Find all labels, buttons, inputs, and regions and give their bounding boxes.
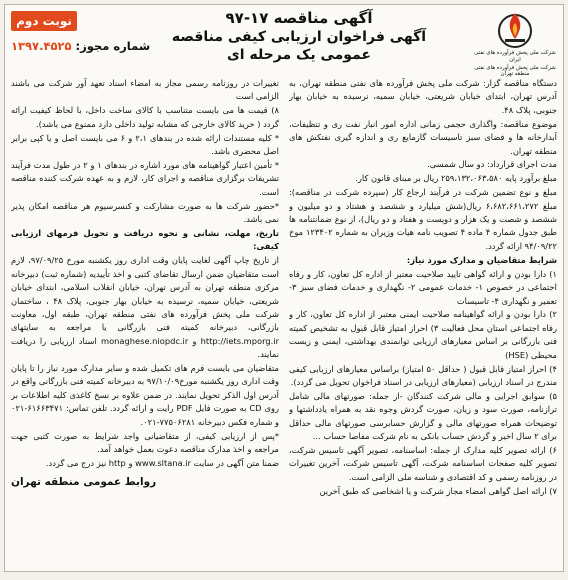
paragraph: ۲) دارا بودن و ارائه گواهینامه صلاحیت ایمنی معتبر از اداره کل تعاون، کار و رفاه اجتماعی استان محل فعالیت ۳) احراز امتیاز قابل قبول به تشخیص کمیته فنی بازرگانی بر اساس معیارهای ارزیابی توانمندی بهداشتی، ایمنی و زیست محیطی (HSE) [289, 309, 557, 360]
paragraph: ۶) ارائه تصویر کلیه مدارک از جمله: اساسنامه، تصویر آگهی تاسیس شرکت، تصویر کلیه صفحات اساسنامه شرکت، آگهی تاسیس شرکت، آخرین تغییرات در روزنامه رسمی و کد اقتصادی و شناسه ملی الزامی است. [289, 444, 557, 482]
permit-value: ۱۳۹۷.۴۵۲۵ [11, 39, 72, 53]
paragraph: ۴) احراز امتیاز قابل قبول ( حداقل ۵۰ امتیاز) براساس معیارهای ارزیابی کیفی مندرج در اسناد ارزیابی (معیارهای ارزیابی در اسناد فراخوان تحویل می گردد). [289, 363, 557, 387]
tender-subtitle: آگهی فراخوان ارزیابی کیفی مناقصه عمومی یک مرحله ای [171, 29, 427, 63]
logo-caption-1: شرکت ملی پخش فرآورده های نفتی ایران [474, 50, 556, 63]
signature: روابط عمومی منطقه تهران [11, 476, 157, 489]
paragraph: ۸) قیمت ها می بایست متناسب با کالای ساخت داخل، با لحاظ کیفیت ارائه گردد ( خرید کالای خارجی که مشابه تولید داخلی دارد ممنوع می باشد). [11, 105, 279, 129]
paragraph: ۵) سوابق اجرایی و مالی شرکت کنندگان -از جمله: صورتهای مالی شامل ترازنامه، صورت سود و زیان، صورت گردش وجوه نقد به همراه یادداشتها و توضیحات همراه صورتهای مالی و گزارش حسابرسی صورتهای مالی حداقل برای ۲ سال اخیر و گردش حساب بانکی به نام شرکت مفاصا حساب ... [289, 390, 557, 442]
permit-number [11, 39, 161, 53]
company-logo [473, 9, 557, 78]
body-columns [11, 77, 557, 567]
notice-header [5, 5, 563, 78]
round-badge: نوبت دوم [11, 11, 77, 31]
paragraph: * تأمین اعتبار گواهینامه های مورد اشاره در بندهای ۱ و ۲ در طول مدت فرآیند تشریفات برگزاری مناقصه و اجرای کار، لازم و به عهده شرکت کننده مناقصه است. [11, 159, 279, 197]
flame-logo-icon [495, 9, 535, 49]
paragraph: از تاریخ چاپ آگهی لغایت پایان وقت اداری روز یکشنبه مورخ ۹۷/۰۹/۲۵، لازم است متقاضیان ضمن ارسال تقاضای کتبی و اخذ تأییدیه (شماره ثبت) دبیرخانه مرکزی منطقه تهران به آدرس تهران، خیابان انقلاب اسلامی، ابتدای خیابان شریعتی، خیابان سمیه، نرسیده به خیابان بهار جنوبی، پلاک ۴۸ ، ساختمان شرکت ملی پخش فرآورده های نفتی منطقه تهران، طبقه اول، معاونت بازرگانی، دبیرخانه کمیته فنی بازرگانی یا مراجعه به سایتهای http://iets.mporg.ir و monaghese.niopdc.ir اسناد ارزیابی را دریافت نمایند. [11, 255, 279, 360]
paragraph: مدت اجرای قرارداد: دو سال شمسی. [427, 159, 557, 170]
paragraph: متقاضیان می بایست فرم های تکمیل شده و سایر مدارک مورد نیاز را تا پایان وقت اداری روز یکشنبه مورخ۹۷/۱۰/۰۹ به دبیرخانه کمیته فنی بازرگانی واقع در آدرس اول الذکر تحویل نمایند. در ضمن علاوه بر نسخ کاغذی کلیه اطلاعات بر روی CD به صورت فایل PDF رایت و ارائه گردد. تلفن تماس: ۶۱۶۶۳۴۷۱-۰۲۱ و شماره فکس دبیرخانه ۷۷۵۰۶۲۸۱-۰۲۱. [11, 363, 279, 427]
section-heading: تاریخ، مهلت، نشانی و نحوه دریافت و تحویل فرمهای ارزیابی کیفی: [11, 227, 279, 252]
paragraph: ۱) دارا بودن و ارائه گواهی تایید صلاحیت معتبر از اداره کل تعاون، کار و رفاه اجتماعی در خصوص ۱- خدمات عمومی ۲- نگهداری و خدمات فضای سبز ۳- تعمیر و نگهداری ۴- تاسیسات [289, 268, 557, 306]
newspaper-notice [4, 4, 564, 572]
logo-caption-2: شرکت ملی پخش فرآورده های نفتی منطقه تهران [474, 64, 556, 78]
paragraph: *حضور شرکت ها به صورت مشارکت و کنسرسیوم هر مناقصه امکان پذیر نمی باشد. [11, 200, 279, 225]
section-heading: شرایط متقاضیان و مدارک مورد نیاز: [406, 254, 557, 265]
tender-title: آگهی مناقصه ۱۷-۹۷ [225, 9, 373, 27]
paragraph: تغییرات در روزنامه رسمی مجاز به امضاء اسناد تعهد آور شرکت می باشند الزامی است [11, 78, 279, 102]
paragraph: مبلغ و نوع تضمین شرکت در فرآیند ارجاع کار (سپرده شرکت در مناقصه): مبلغ ۶،۶۸۲،۶۶۱،۲۷۲ ریال(شش میلیارد و ششصد و هشتاد و دو میلیون و ششصد و شصت و یک هزار و دویست و هفتاد و دو ریال)، از نوع ضمانتنامه ها طبق جدول شماره ۴ ماده ۴ تصویب نامه هیات وزیران به شماره ۱۲۳۴۰۲ موخ ۹۴/۰۹/۲۲ ارائه گردد. [289, 187, 557, 251]
paragraph: * کلیه مستندات ارائه شده در بندهای ۲،۱ و ۶ می بایست اصل و یا کپی برابر اصل محضری باشد. [11, 132, 279, 157]
paragraph: موضوع مناقصه: واگذاری حجمی زمانی اداره امور انبار نفت ری و تنظیفات، آبدارخانه ها و فضای سبز تاسیسات گازمایع ری و اندازه گیری نفتکش های منطقه تهران. [289, 118, 557, 156]
paragraph: ضمنا متن آگهی در سایت www.sltana.ir و http نیز درج می گردد. [45, 457, 279, 468]
right-column [289, 77, 557, 567]
paragraph: *پس از ارزیابی کیفی، از متقاضیانی واجد شرایط به صورت کتبی جهت مراجعه و اخذ مدارک مناقصه دعوت بعمل خواهد آمد. [11, 430, 279, 454]
title-block [155, 9, 443, 64]
paragraph: مبلغ برآورد پایه ۲۵۹،۱۳۲،۰۶۳،۵۸۰ ریال بر مبنای قانون کار. [355, 173, 557, 184]
paragraph: دستگاه مناقصه گزار: شرکت ملی پخش فرآورده های نفتی منطقه تهران، به آدرس تهران، ابتدای خیابان شریعتی، خیابان سمیه، نرسیده به خیابان بهار جنوبی، پلاک ۴۸. [289, 78, 557, 115]
left-column [11, 77, 279, 567]
permit-label: شماره مجوز: [75, 39, 151, 53]
paragraph: ۷) ارائه اصل گواهی امضاء مجاز شرکت و یا اشخاصی که طبق آخرین [319, 485, 557, 496]
